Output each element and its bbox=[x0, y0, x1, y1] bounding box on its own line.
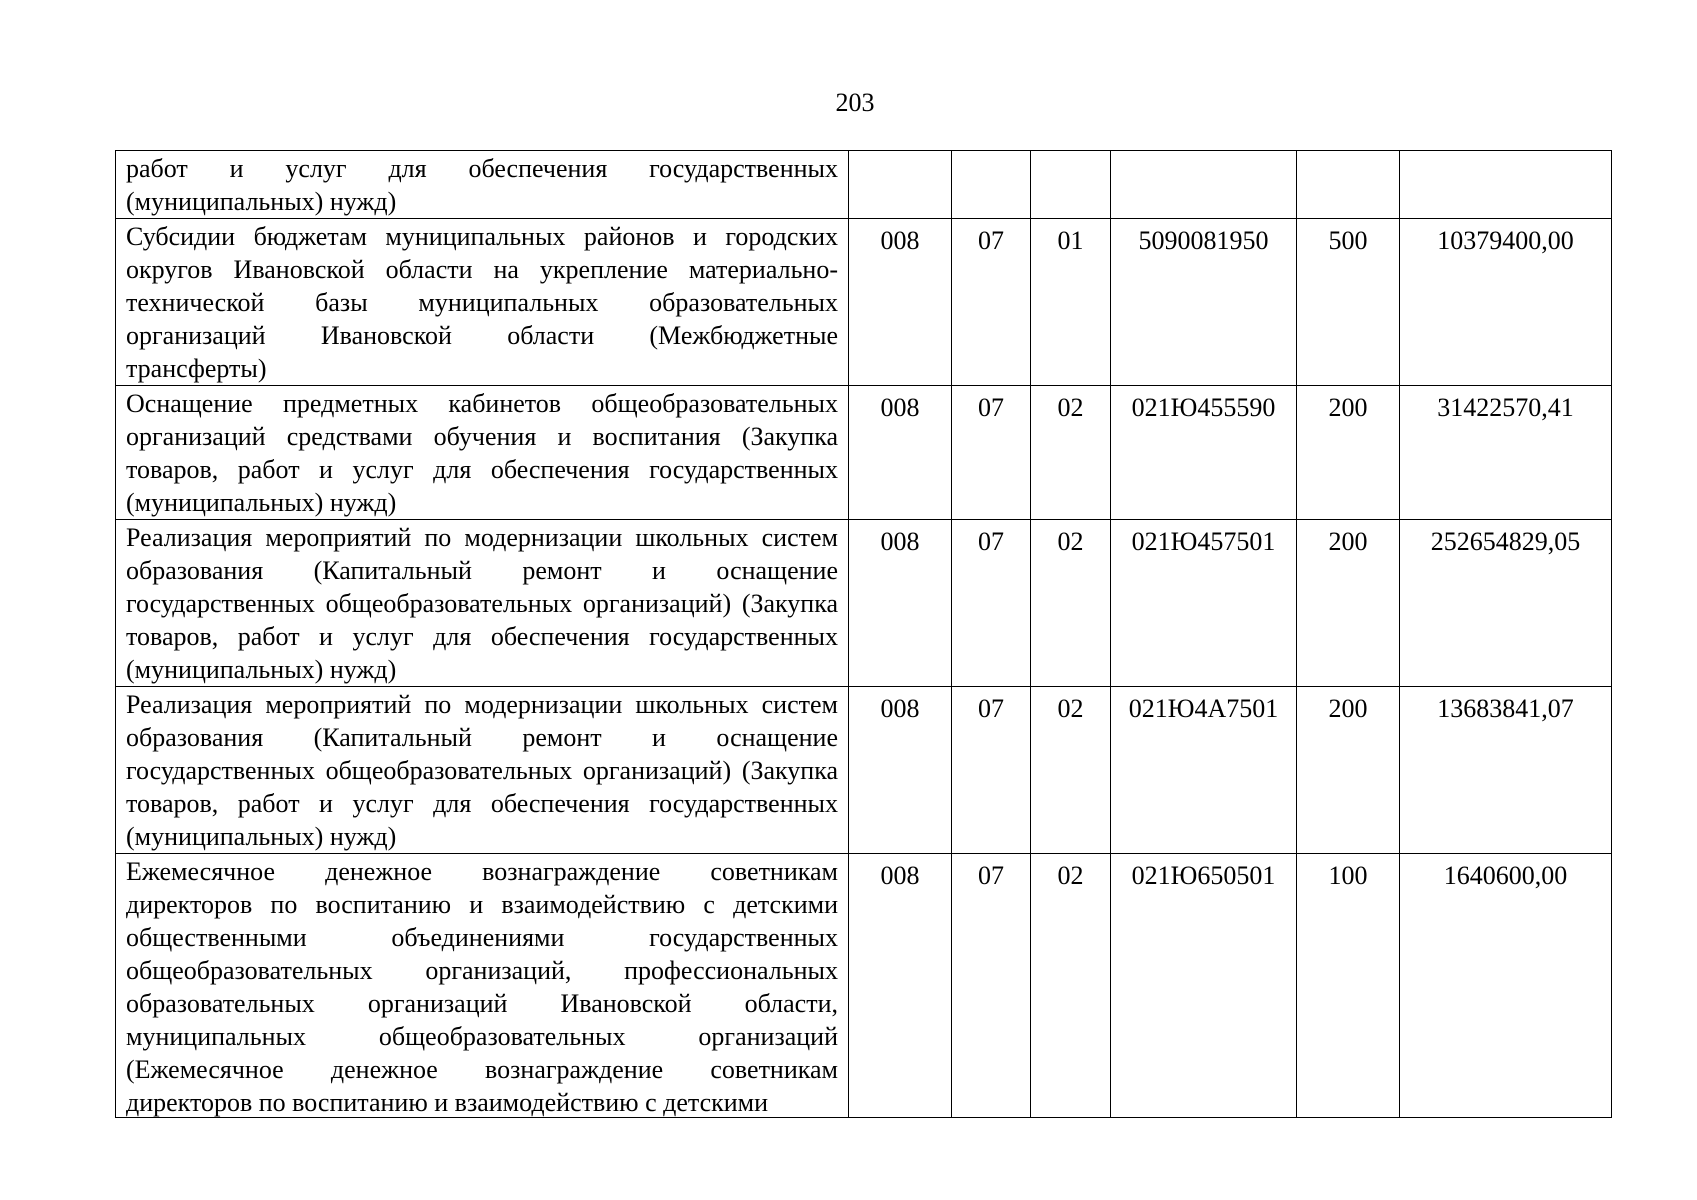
amount: 10379400,00 bbox=[1400, 219, 1612, 386]
budget-table bbox=[115, 150, 1612, 1118]
expense-type-code: 200 bbox=[1297, 386, 1400, 520]
subsection-code: 02 bbox=[1031, 687, 1111, 854]
row-description-cell bbox=[116, 854, 849, 1118]
table-row bbox=[116, 854, 1612, 1118]
target-article-code: 021Ю650501 bbox=[1111, 854, 1297, 1118]
subsection-code bbox=[1031, 151, 1111, 219]
expense-type-code: 100 bbox=[1297, 854, 1400, 1118]
row-description: работ и услуг для обеспечения государственных (муниципальных) нужд) bbox=[116, 151, 849, 219]
expense-type-code: 200 bbox=[1297, 520, 1400, 687]
table-row bbox=[116, 151, 1612, 219]
target-article-code: 021Ю457501 bbox=[1111, 520, 1297, 687]
subsection-code: 01 bbox=[1031, 219, 1111, 386]
target-article-code bbox=[1111, 151, 1297, 219]
expense-type-code: 200 bbox=[1297, 687, 1400, 854]
table-row bbox=[116, 520, 1612, 687]
target-article-code: 5090081950 bbox=[1111, 219, 1297, 386]
row-description: Оснащение предметных кабинетов общеобразовательных организаций средствами обучения и воспитания (Закупка товаров, работ и услуг для обеспечения государственных (муниципальных) нужд) bbox=[116, 386, 849, 520]
amount: 13683841,07 bbox=[1400, 687, 1612, 854]
subsection-code: 02 bbox=[1031, 854, 1111, 1118]
section-code bbox=[952, 151, 1031, 219]
row-description: Ежемесячное денежное вознаграждение советникам директоров по воспитанию и взаимодействию с детскими общественными объединениями государственных общеобразовательных организаций, профессиональных образовательных организаций Ивановской области, муниципальных общеобразовательных организаций (Ежемесячное денежное вознаграждение советникам директоров по воспитанию и взаимодействию с детскими bbox=[126, 857, 838, 1117]
ministry-code: 008 bbox=[849, 219, 952, 386]
table-row bbox=[116, 219, 1612, 386]
row-description: Реализация мероприятий по модернизации школьных систем образования (Капитальный ремонт и оснащение государственных общеобразовательных организаций) (Закупка товаров, работ и услуг для обеспечения государственных (муниципальных) нужд) bbox=[116, 520, 849, 687]
amount bbox=[1400, 151, 1612, 219]
expense-type-code: 500 bbox=[1297, 219, 1400, 386]
target-article-code: 021Ю4А7501 bbox=[1111, 687, 1297, 854]
section-code: 07 bbox=[952, 854, 1031, 1118]
target-article-code: 021Ю455590 bbox=[1111, 386, 1297, 520]
ministry-code: 008 bbox=[849, 854, 952, 1118]
row-description: Субсидии бюджетам муниципальных районов и городских округов Ивановской области на укрепление материально-технической базы муниципальных образовательных организаций Ивановской области (Межбюджетные трансферты) bbox=[116, 219, 849, 386]
expense-type-code bbox=[1297, 151, 1400, 219]
section-code: 07 bbox=[952, 219, 1031, 386]
ministry-code: 008 bbox=[849, 687, 952, 854]
amount: 31422570,41 bbox=[1400, 386, 1612, 520]
ministry-code bbox=[849, 151, 952, 219]
subsection-code: 02 bbox=[1031, 520, 1111, 687]
amount: 252654829,05 bbox=[1400, 520, 1612, 687]
page-number: 203 bbox=[835, 88, 875, 117]
ministry-code: 008 bbox=[849, 386, 952, 520]
subsection-code: 02 bbox=[1031, 386, 1111, 520]
row-description: Реализация мероприятий по модернизации школьных систем образования (Капитальный ремонт и оснащение государственных общеобразовательных организаций) (Закупка товаров, работ и услуг для обеспечения государственных (муниципальных) нужд) bbox=[116, 687, 849, 854]
table-row bbox=[116, 386, 1612, 520]
amount: 1640600,00 bbox=[1400, 854, 1612, 1118]
section-code: 07 bbox=[952, 386, 1031, 520]
table-row bbox=[116, 687, 1612, 854]
section-code: 07 bbox=[952, 687, 1031, 854]
ministry-code: 008 bbox=[849, 520, 952, 687]
section-code: 07 bbox=[952, 520, 1031, 687]
